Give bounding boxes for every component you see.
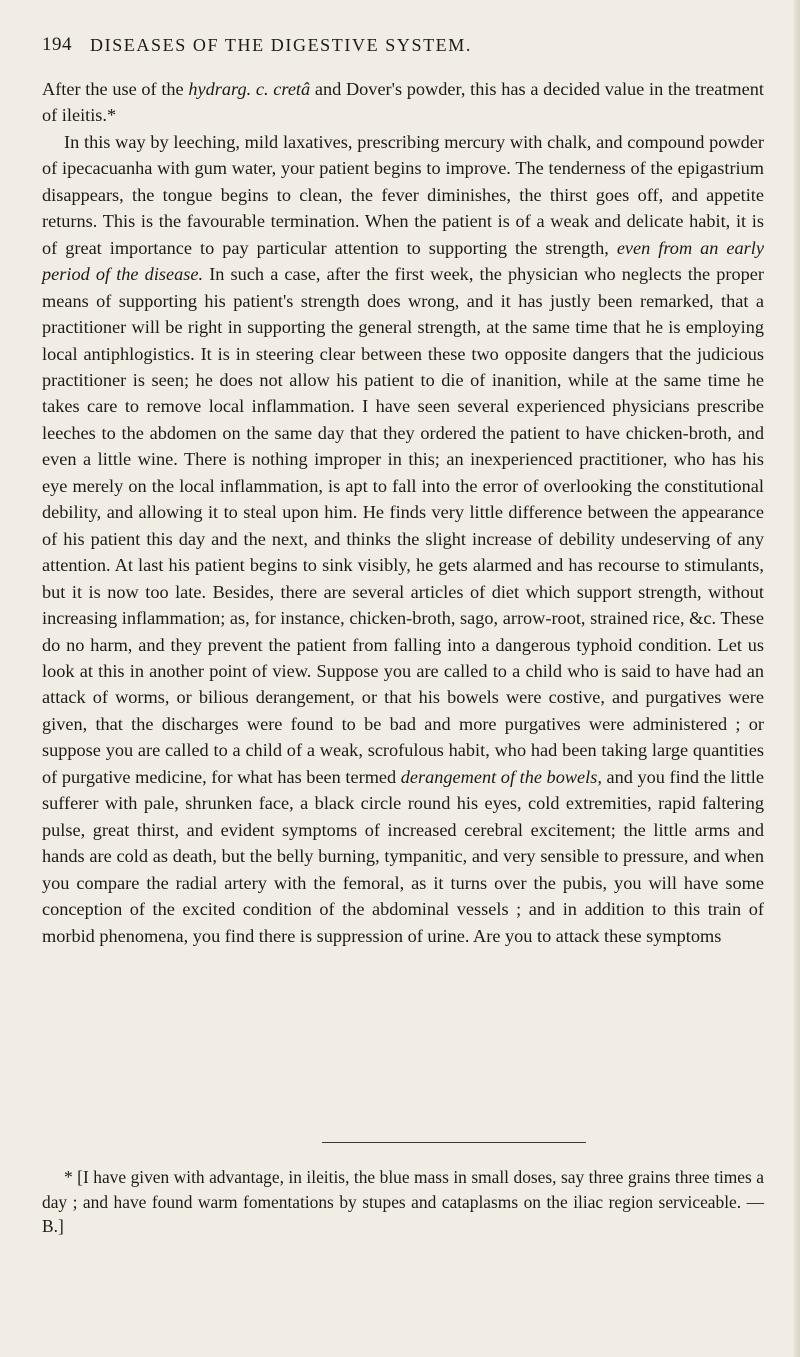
italic-drug-name: hydrarg. c. cretâ [188,79,311,99]
footnote-divider [322,1142,586,1143]
body-text [42,76,764,949]
italic-term: derangement of the bowels, [400,766,602,787]
running-head: DISEASES OF THE DIGESTIVE SYSTEM. [90,35,472,55]
text-run: and you find the little sufferer with pale, shrunken face, a black circle round his eyes, cold extremities, rapid faltering pulse, great thirst, and evident symptoms of increased cerebral excitement; the little arms and hands are cold as death, but the belly burning, tympanitic, and very sensible to pressure, and when you compare the radial artery with the femoral, as it turns over the pubis, you will have some conception of the excited condition of the abdominal vessels ; and in addition to this train of morbid phenomena, you find there is suppression of urine. Are you to attack these symptoms [42,766,764,946]
page-header [42,34,764,74]
text-run: and Dover's powder, this has a decided value in the treatment of ileitis.* [42,79,764,126]
page-number: 194 [42,34,72,55]
italic-emphasis: even from an early period of the disease. [42,237,764,285]
footnote: * [I have given with advantage, in ileitis, the blue mass in small doses, say three grains three times a day ; and have found warm fomentations by stupes and cataplasms on the iliac region serviceable. — B.] [42,1167,764,1237]
page-edge-shadow [794,0,800,1357]
paragraph-2 [42,129,764,949]
book-page [42,34,764,1237]
text-run: After the use of the [42,79,189,99]
paragraph-1 [42,76,764,129]
text-run: In this way by leeching, mild laxatives, prescribing mercury with chalk, and compound powder of ipecacuanha with gum water, your patient begins to improve. The tenderness of the epigastrium disappears, the tongue begins to clean, the fever diminishes, the thirst goes off, and appetite returns. This is the favourable termination. When the patient is of a weak and delicate habit, it is of great importance to pay particular attention to supporting the strength, [42,131,764,258]
text-run: In such a case, after the first week, the physician who neglects the proper means of supporting his patient's strength does wrong, and it has justly been remarked, that a practitioner will be right in supporting the general strength, at the same time that he is employing local antiphlogistics. It is in steering clear between these two opposite dangers that the judicious practitioner is seen; he does not allow his patient to die of inanition, while at the same time he takes care to remove local inflammation. I have seen several experienced physicians prescribe leeches to the abdomen on the same day that they ordered the patient to have chicken-broth, and even a little wine. There is nothing improper in this; an inexperienced practitioner, who has his eye merely on the local inflammation, is apt to fall into the error of overlooking the constitutional debility, and allowing it to steal upon him. He finds very little difference between the appearance of his patient this day and the next, and thinks the slight increase of debility undeserving of any attention. At last his patient begins to sink visibly, he gets alarmed and has recourse to stimulants, but it is now too late. Besides, there are several articles of diet which support strength, without increasing inflammation; as, for instance, chicken-broth, sago, arrow-root, strained rice, &c. These do no harm, and they prevent the patient from falling into a dangerous typhoid condition. Let us look at this in another point of view. Suppose you are called to a child who is said to have had an attack of worms, or bilious derangement, or that his bowels were costive, and purgatives were given, that the discharges were found to be bad and more purgatives were administered ; or suppose you are called to a child of a weak, scrofulous habit, who had been taking large quantities of purgative medicine, for what has been termed [42,264,764,787]
